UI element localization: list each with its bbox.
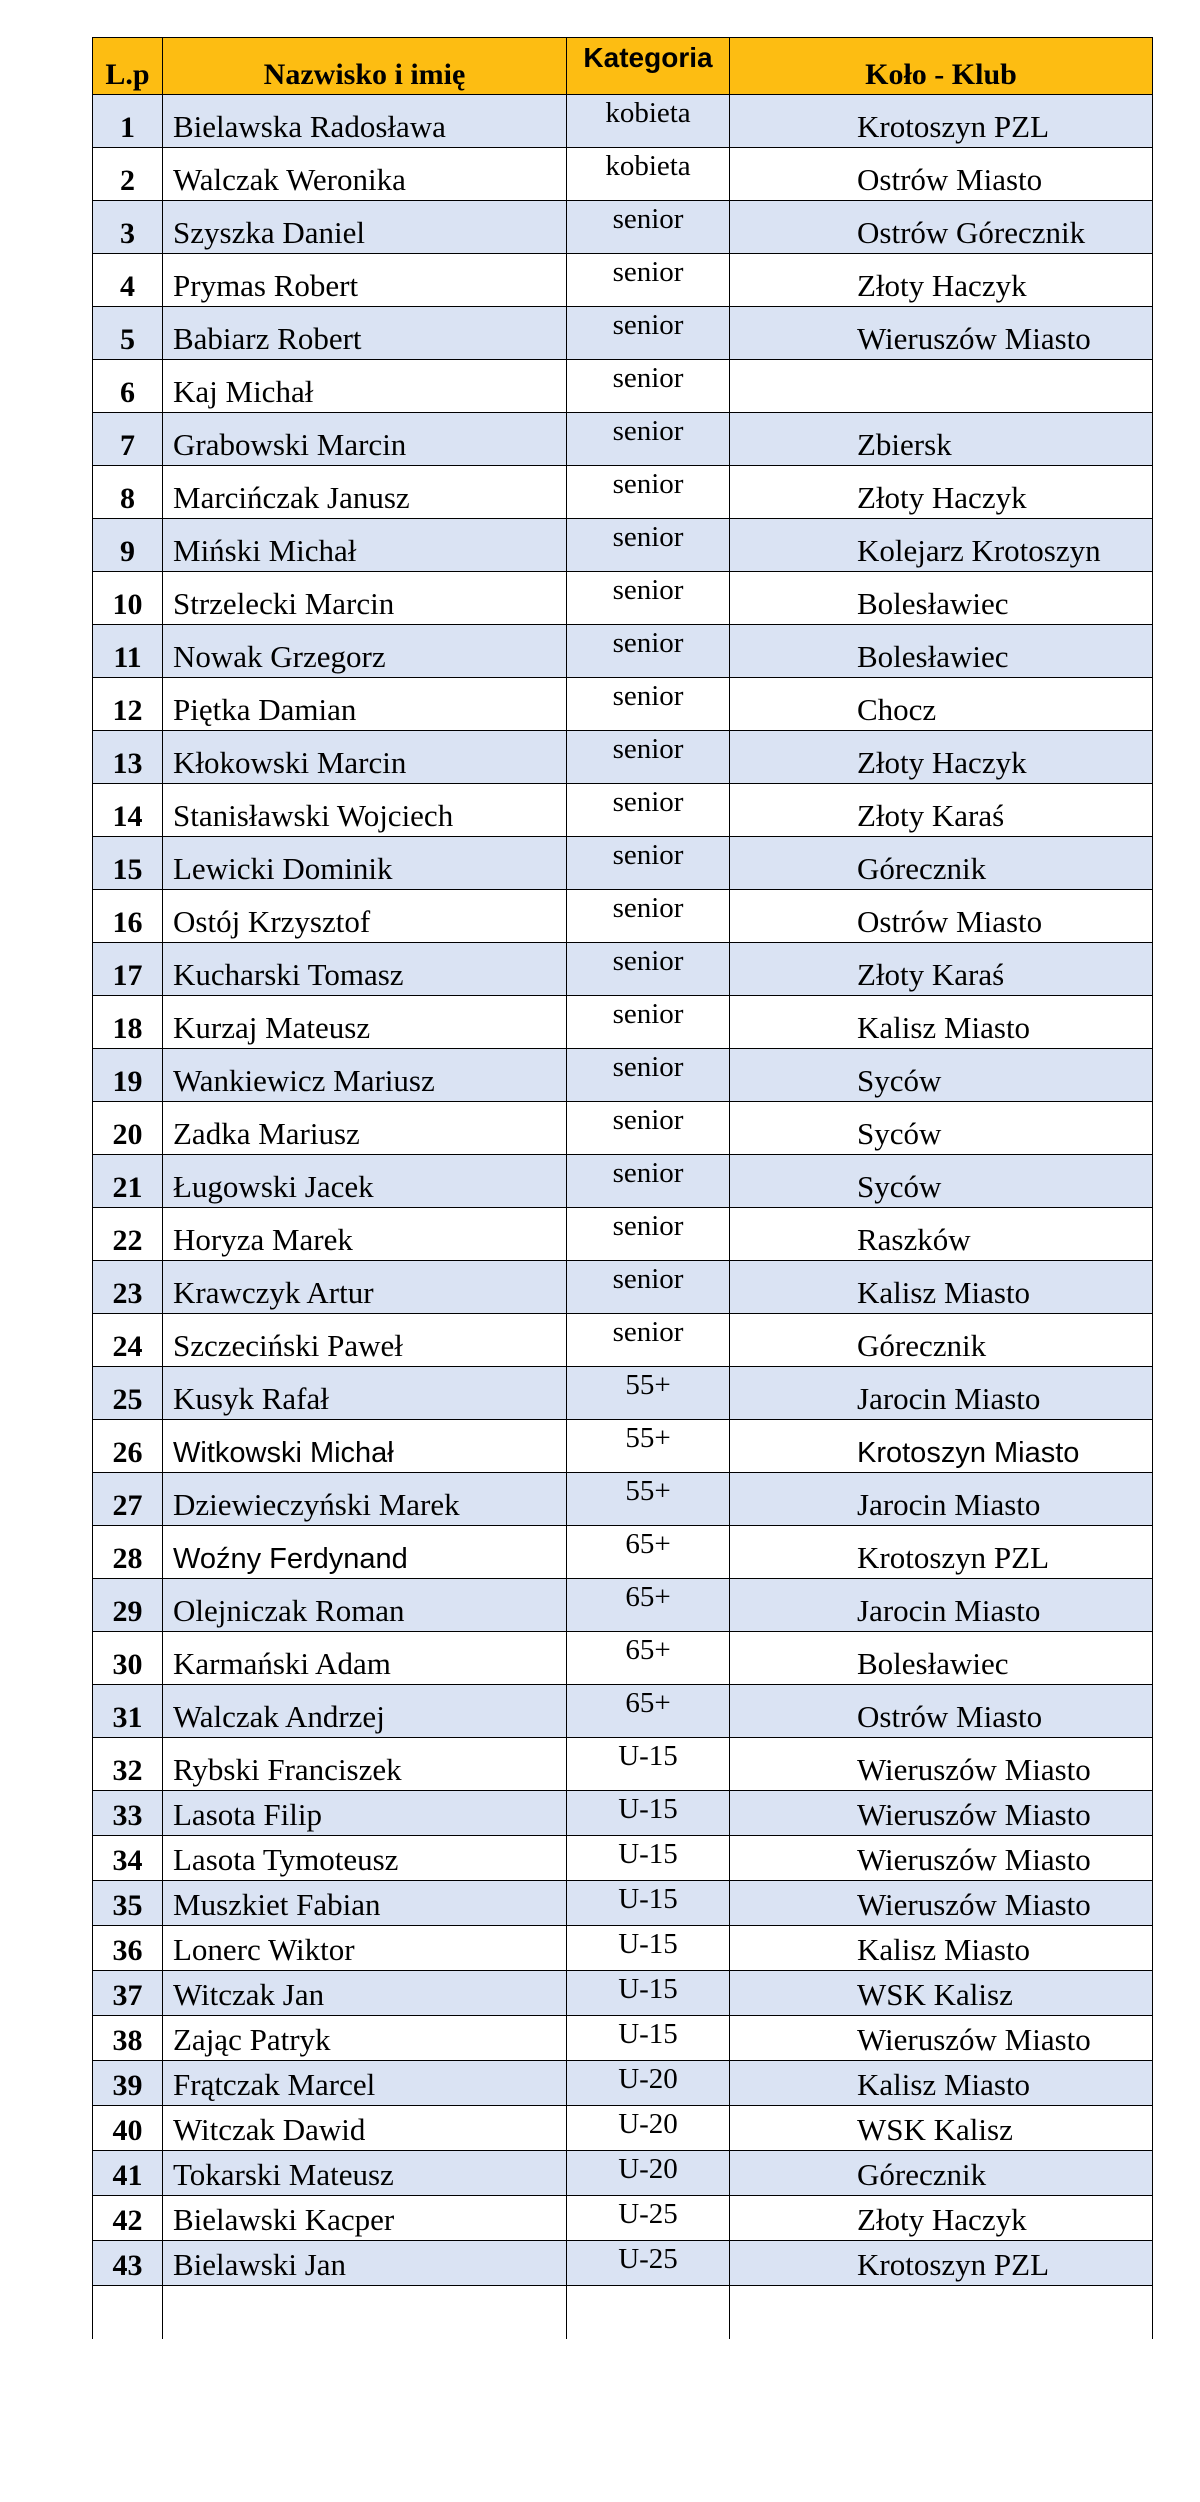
table-stub-row (93, 2286, 1153, 2339)
row-lp: 4 (93, 254, 163, 307)
row-lp: 43 (93, 2241, 163, 2286)
row-category: U-15 (567, 1926, 730, 1971)
row-lp: 24 (93, 1314, 163, 1367)
row-lp: 37 (93, 1971, 163, 2016)
row-category: senior (567, 996, 730, 1049)
row-lp: 34 (93, 1836, 163, 1881)
row-name: Horyza Marek (163, 1208, 567, 1261)
table-row (93, 307, 1153, 360)
row-category: senior (567, 519, 730, 572)
row-lp: 30 (93, 1632, 163, 1685)
table-row (93, 2061, 1153, 2106)
row-club: Kalisz Miasto (730, 1261, 1153, 1314)
row-name: Lasota Filip (163, 1791, 567, 1836)
row-lp: 26 (93, 1420, 163, 1473)
row-name: Zadka Mariusz (163, 1102, 567, 1155)
row-club: Wieruszów Miasto (730, 1836, 1153, 1881)
row-name: Olejniczak Roman (163, 1579, 567, 1632)
row-category: U-15 (567, 1738, 730, 1791)
row-club: Złoty Karaś (730, 943, 1153, 996)
table-row (93, 2196, 1153, 2241)
row-lp: 19 (93, 1049, 163, 1102)
row-name: Babiarz Robert (163, 307, 567, 360)
row-lp: 33 (93, 1791, 163, 1836)
table-row (93, 1579, 1153, 1632)
table-row (93, 2151, 1153, 2196)
stub-cell (93, 2286, 163, 2339)
row-category: U-15 (567, 1881, 730, 1926)
table-body (93, 95, 1153, 2339)
row-category: U-20 (567, 2151, 730, 2196)
row-name: Witkowski Michał (163, 1420, 567, 1473)
table-row (93, 466, 1153, 519)
row-club: Złoty Haczyk (730, 466, 1153, 519)
row-lp: 13 (93, 731, 163, 784)
row-lp: 17 (93, 943, 163, 996)
row-category: U-15 (567, 2016, 730, 2061)
row-name: Lewicki Dominik (163, 837, 567, 890)
row-category: U-15 (567, 1836, 730, 1881)
row-club: Syców (730, 1102, 1153, 1155)
table-row (93, 148, 1153, 201)
row-club: WSK Kalisz (730, 2106, 1153, 2151)
table-row (93, 2016, 1153, 2061)
row-name: Witczak Jan (163, 1971, 567, 2016)
table-row (93, 731, 1153, 784)
row-lp: 32 (93, 1738, 163, 1791)
row-club: Kalisz Miasto (730, 2061, 1153, 2106)
row-lp: 38 (93, 2016, 163, 2061)
row-category: 65+ (567, 1685, 730, 1738)
row-club: Górecznik (730, 2151, 1153, 2196)
row-lp: 39 (93, 2061, 163, 2106)
table-row (93, 890, 1153, 943)
row-lp: 10 (93, 572, 163, 625)
row-name: Nowak Grzegorz (163, 625, 567, 678)
row-name: Wankiewicz Mariusz (163, 1049, 567, 1102)
table-row (93, 943, 1153, 996)
row-category: senior (567, 1208, 730, 1261)
row-lp: 20 (93, 1102, 163, 1155)
table-row (93, 519, 1153, 572)
row-club: Syców (730, 1049, 1153, 1102)
row-club: Wieruszów Miasto (730, 1881, 1153, 1926)
row-club: Jarocin Miasto (730, 1367, 1153, 1420)
row-lp: 36 (93, 1926, 163, 1971)
row-name: Lasota Tymoteusz (163, 1836, 567, 1881)
row-club: Złoty Haczyk (730, 731, 1153, 784)
row-name: Muszkiet Fabian (163, 1881, 567, 1926)
row-club: Kalisz Miasto (730, 996, 1153, 1049)
row-category: U-15 (567, 1791, 730, 1836)
row-lp: 11 (93, 625, 163, 678)
table-row (93, 201, 1153, 254)
row-name: Krawczyk Artur (163, 1261, 567, 1314)
row-category: 55+ (567, 1420, 730, 1473)
row-category: senior (567, 201, 730, 254)
row-lp: 23 (93, 1261, 163, 1314)
row-name: Kusyk Rafał (163, 1367, 567, 1420)
row-club: Wieruszów Miasto (730, 307, 1153, 360)
row-name: Witczak Dawid (163, 2106, 567, 2151)
row-name: Walczak Weronika (163, 148, 567, 201)
row-category: senior (567, 466, 730, 519)
row-lp: 5 (93, 307, 163, 360)
row-club: Bolesławiec (730, 1632, 1153, 1685)
row-lp: 7 (93, 413, 163, 466)
row-club: Krotoszyn PZL (730, 95, 1153, 148)
table-row (93, 254, 1153, 307)
row-category: senior (567, 572, 730, 625)
row-category: senior (567, 1314, 730, 1367)
row-lp: 8 (93, 466, 163, 519)
row-name: Zając Patryk (163, 2016, 567, 2061)
row-name: Piętka Damian (163, 678, 567, 731)
table-row (93, 2241, 1153, 2286)
row-name: Karmański Adam (163, 1632, 567, 1685)
row-name: Dziewieczyński Marek (163, 1473, 567, 1526)
row-lp: 6 (93, 360, 163, 413)
row-category: senior (567, 890, 730, 943)
participants-table (92, 37, 1153, 2339)
row-name: Kaj Michał (163, 360, 567, 413)
row-category: senior (567, 1102, 730, 1155)
header-category: Kategoria (567, 38, 730, 95)
stub-cell (567, 2286, 730, 2339)
row-club: Jarocin Miasto (730, 1473, 1153, 1526)
row-name: Miński Michał (163, 519, 567, 572)
row-club: Kalisz Miasto (730, 1926, 1153, 1971)
table-row (93, 1685, 1153, 1738)
row-club: Zbiersk (730, 413, 1153, 466)
row-lp: 9 (93, 519, 163, 572)
stub-cell (163, 2286, 567, 2339)
row-category: U-25 (567, 2241, 730, 2286)
table-row (93, 413, 1153, 466)
row-name: Frątczak Marcel (163, 2061, 567, 2106)
table-row (93, 1791, 1153, 1836)
row-name: Szczeciński Paweł (163, 1314, 567, 1367)
row-category: senior (567, 360, 730, 413)
row-club (730, 360, 1153, 413)
row-category: senior (567, 307, 730, 360)
row-lp: 35 (93, 1881, 163, 1926)
row-club: Bolesławiec (730, 625, 1153, 678)
row-lp: 41 (93, 2151, 163, 2196)
table-row (93, 837, 1153, 890)
row-name: Walczak Andrzej (163, 1685, 567, 1738)
row-club: Złoty Haczyk (730, 2196, 1153, 2241)
row-category: senior (567, 625, 730, 678)
row-category: 65+ (567, 1526, 730, 1579)
row-category: 65+ (567, 1632, 730, 1685)
row-club: Krotoszyn Miasto (730, 1420, 1153, 1473)
row-lp: 16 (93, 890, 163, 943)
row-lp: 27 (93, 1473, 163, 1526)
table-row (93, 1155, 1153, 1208)
row-club: WSK Kalisz (730, 1971, 1153, 2016)
row-lp: 40 (93, 2106, 163, 2151)
header-name: Nazwisko i imię (163, 38, 567, 95)
row-category: U-20 (567, 2061, 730, 2106)
row-club: Chocz (730, 678, 1153, 731)
table-row (93, 1836, 1153, 1881)
row-lp: 22 (93, 1208, 163, 1261)
row-club: Wieruszów Miasto (730, 1738, 1153, 1791)
row-club: Krotoszyn PZL (730, 2241, 1153, 2286)
row-category: senior (567, 784, 730, 837)
row-category: senior (567, 678, 730, 731)
row-lp: 25 (93, 1367, 163, 1420)
table-row (93, 360, 1153, 413)
table-row (93, 1420, 1153, 1473)
table-row (93, 1926, 1153, 1971)
row-club: Złoty Karaś (730, 784, 1153, 837)
row-name: Grabowski Marcin (163, 413, 567, 466)
row-club: Górecznik (730, 837, 1153, 890)
table-row (93, 1738, 1153, 1791)
row-category: kobieta (567, 148, 730, 201)
table-row (93, 95, 1153, 148)
table-row (93, 996, 1153, 1049)
row-club: Górecznik (730, 1314, 1153, 1367)
row-name: Prymas Robert (163, 254, 567, 307)
row-club: Syców (730, 1155, 1153, 1208)
row-club: Raszków (730, 1208, 1153, 1261)
row-category: senior (567, 1261, 730, 1314)
row-name: Kłokowski Marcin (163, 731, 567, 784)
row-name: Lonerc Wiktor (163, 1926, 567, 1971)
table-row (93, 784, 1153, 837)
row-name: Woźny Ferdynand (163, 1526, 567, 1579)
row-category: senior (567, 837, 730, 890)
row-club: Ostrów Miasto (730, 148, 1153, 201)
row-lp: 29 (93, 1579, 163, 1632)
table-row (93, 2106, 1153, 2151)
row-name: Ostój Krzysztof (163, 890, 567, 943)
row-club: Ostrów Miasto (730, 890, 1153, 943)
row-club: Wieruszów Miasto (730, 2016, 1153, 2061)
row-club: Ostrów Górecznik (730, 201, 1153, 254)
table-row (93, 1102, 1153, 1155)
row-club: Wieruszów Miasto (730, 1791, 1153, 1836)
row-lp: 14 (93, 784, 163, 837)
table-header (93, 38, 1153, 95)
row-club: Kolejarz Krotoszyn (730, 519, 1153, 572)
header-lp: L.p (93, 38, 163, 95)
row-name: Bielawski Jan (163, 2241, 567, 2286)
row-category: 65+ (567, 1579, 730, 1632)
row-lp: 18 (93, 996, 163, 1049)
table-row (93, 1314, 1153, 1367)
row-lp: 12 (93, 678, 163, 731)
row-category: kobieta (567, 95, 730, 148)
row-name: Szyszka Daniel (163, 201, 567, 254)
row-name: Marcińczak Janusz (163, 466, 567, 519)
row-name: Kucharski Tomasz (163, 943, 567, 996)
row-lp: 3 (93, 201, 163, 254)
row-category: U-20 (567, 2106, 730, 2151)
stub-cell (730, 2286, 1153, 2339)
row-lp: 21 (93, 1155, 163, 1208)
row-category: senior (567, 413, 730, 466)
table-row (93, 1208, 1153, 1261)
row-name: Bielawska Radosława (163, 95, 567, 148)
row-lp: 42 (93, 2196, 163, 2241)
row-name: Tokarski Mateusz (163, 2151, 567, 2196)
table-row (93, 1881, 1153, 1926)
table-row (93, 1261, 1153, 1314)
row-name: Strzelecki Marcin (163, 572, 567, 625)
table-row (93, 572, 1153, 625)
row-category: senior (567, 254, 730, 307)
row-club: Krotoszyn PZL (730, 1526, 1153, 1579)
row-category: U-25 (567, 2196, 730, 2241)
row-category: senior (567, 943, 730, 996)
table-row (93, 1526, 1153, 1579)
row-club: Ostrów Miasto (730, 1685, 1153, 1738)
table-row (93, 1971, 1153, 2016)
table-row (93, 1049, 1153, 1102)
row-category: U-15 (567, 1971, 730, 2016)
header-club: Koło - Klub (730, 38, 1153, 95)
row-lp: 2 (93, 148, 163, 201)
table-row (93, 625, 1153, 678)
row-club: Bolesławiec (730, 572, 1153, 625)
row-category: 55+ (567, 1367, 730, 1420)
row-name: Stanisławski Wojciech (163, 784, 567, 837)
row-name: Rybski Franciszek (163, 1738, 567, 1791)
table-row (93, 1632, 1153, 1685)
table-row (93, 1367, 1153, 1420)
table-row (93, 1473, 1153, 1526)
row-category: senior (567, 1049, 730, 1102)
row-category: senior (567, 1155, 730, 1208)
table-row (93, 678, 1153, 731)
row-category: 55+ (567, 1473, 730, 1526)
row-lp: 31 (93, 1685, 163, 1738)
row-name: Ługowski Jacek (163, 1155, 567, 1208)
row-lp: 15 (93, 837, 163, 890)
row-name: Bielawski Kacper (163, 2196, 567, 2241)
row-lp: 28 (93, 1526, 163, 1579)
header-row (93, 38, 1153, 95)
row-club: Jarocin Miasto (730, 1579, 1153, 1632)
row-club: Złoty Haczyk (730, 254, 1153, 307)
row-lp: 1 (93, 95, 163, 148)
row-name: Kurzaj Mateusz (163, 996, 567, 1049)
row-category: senior (567, 731, 730, 784)
